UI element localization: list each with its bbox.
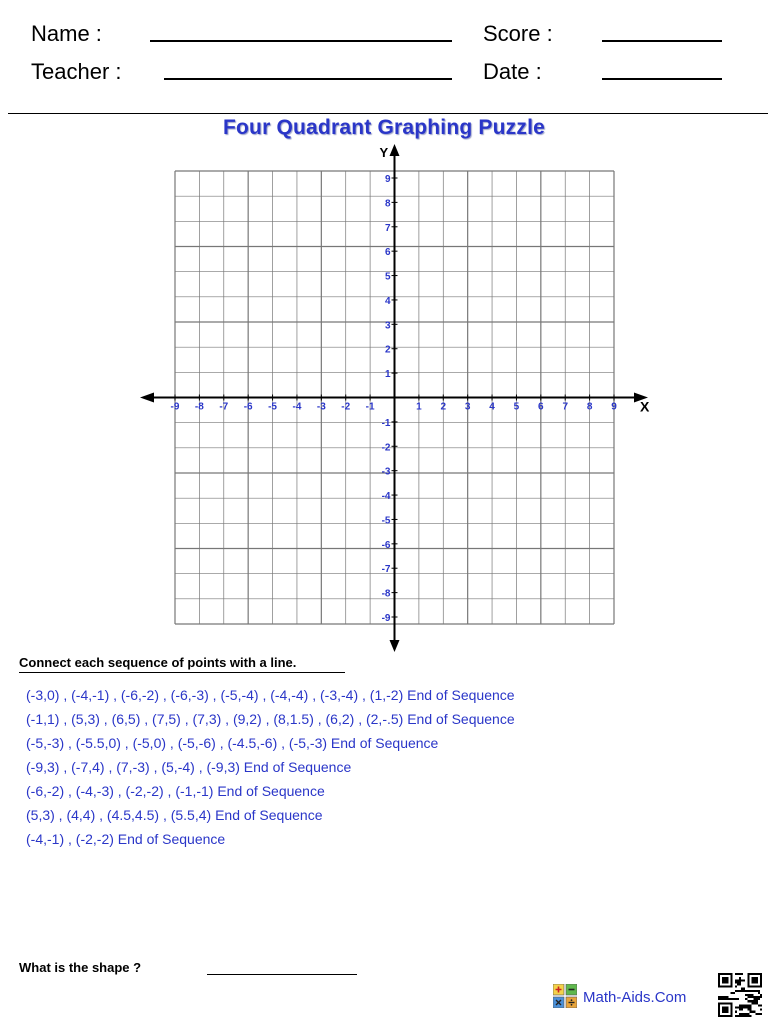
date-label: Date : [483, 59, 542, 84]
y-tick-label: -5 [381, 515, 391, 527]
x-tick-label: -2 [341, 401, 351, 413]
y-tick-label: -1 [381, 417, 391, 429]
y-tick-label: -2 [381, 442, 391, 454]
page-title: Four Quadrant Graphing Puzzle [223, 116, 545, 139]
sequence-5: (-6,-2) , (-4,-3) , (-2,-2) , (-1,-1) End of Sequence [26, 783, 325, 799]
x-tick-label: -1 [365, 401, 375, 413]
brand-name: Math-Aids.Com [583, 989, 687, 1006]
x-tick-label: -8 [194, 401, 204, 413]
x-tick-label: 8 [586, 401, 593, 413]
name-label: Name : [31, 21, 102, 46]
x-tick-label: -3 [316, 401, 326, 413]
x-tick-label: 1 [416, 401, 422, 413]
y-tick-label: 1 [384, 369, 391, 381]
y-tick-label: -6 [381, 539, 391, 551]
sequence-7: (-4,-1) , (-2,-2) End of Sequence [26, 831, 226, 847]
x-tick-label: 3 [464, 401, 471, 413]
y-tick-label: 4 [384, 295, 391, 307]
x-tick-label: -4 [292, 401, 302, 413]
instructions: Connect each sequence of points with a line. [19, 655, 297, 670]
y-tick-label: 5 [384, 271, 391, 283]
sequence-2: (-1,1) , (5,3) , (6,5) , (7,5) , (7,3) , (9,2) , (8,1.5) , (6,2) , (2,-.5) End of Sequence [26, 711, 515, 727]
y-tick-label: -8 [381, 588, 391, 600]
teacher-label: Teacher : [31, 59, 122, 84]
x-tick-label: 6 [538, 401, 544, 413]
x-tick-label: -6 [243, 401, 253, 413]
sequence-1: (-3,0) , (-4,-1) , (-6,-2) , (-6,-3) , (-5,-4) , (-4,-4) , (-3,-4) , (1,-2) End of Sequence [26, 687, 515, 703]
x-tick-label: 7 [562, 401, 569, 413]
sequence-4: (-9,3) , (-7,4) , (7,-3) , (5,-4) , (-9,3) End of Sequence [26, 759, 352, 775]
y-tick-label: 8 [384, 198, 391, 210]
x-tick-label: 5 [513, 401, 520, 413]
sequence-3: (-5,-3) , (-5.5,0) , (-5,0) , (-5,-6) , (-4.5,-6) , (-5,-3) End of Sequence [26, 735, 439, 751]
shape-question: What is the shape ? [19, 960, 142, 975]
y-tick-label: -3 [381, 466, 391, 478]
y-tick-label: -9 [381, 613, 391, 624]
x-tick-label: 4 [489, 401, 495, 413]
x-tick-label: 9 [611, 401, 617, 413]
x-axis-arrow-left [140, 393, 154, 403]
y-tick-label: 6 [384, 247, 391, 259]
sequence-6: (5,3) , (4,4) , (4.5,4.5) , (5.5,4) End of Sequence [26, 807, 323, 823]
instructions-underline [19, 672, 345, 673]
math-aids-logo-icon [553, 984, 577, 1008]
y-axis-arrow-up [390, 144, 400, 156]
y-axis-arrow-down [390, 640, 400, 652]
axes [140, 144, 648, 652]
y-tick-label: -7 [381, 564, 391, 576]
x-tick-label: -5 [268, 401, 278, 413]
y-tick-label: 9 [384, 174, 391, 185]
score-label: Score : [483, 21, 553, 46]
x-axis-label: X [640, 398, 650, 415]
y-tick-label: 3 [384, 320, 391, 332]
x-tick-label: -7 [219, 401, 229, 413]
x-tick-label: -9 [170, 401, 180, 413]
qr-code-icon [718, 973, 762, 1017]
answer-field[interactable] [207, 974, 357, 975]
y-axis-label: Y [379, 145, 389, 160]
y-tick-label: -4 [381, 491, 391, 503]
y-tick-label: 7 [384, 222, 391, 234]
y-tick-label: 2 [384, 344, 391, 356]
x-tick-label: 2 [440, 401, 447, 413]
